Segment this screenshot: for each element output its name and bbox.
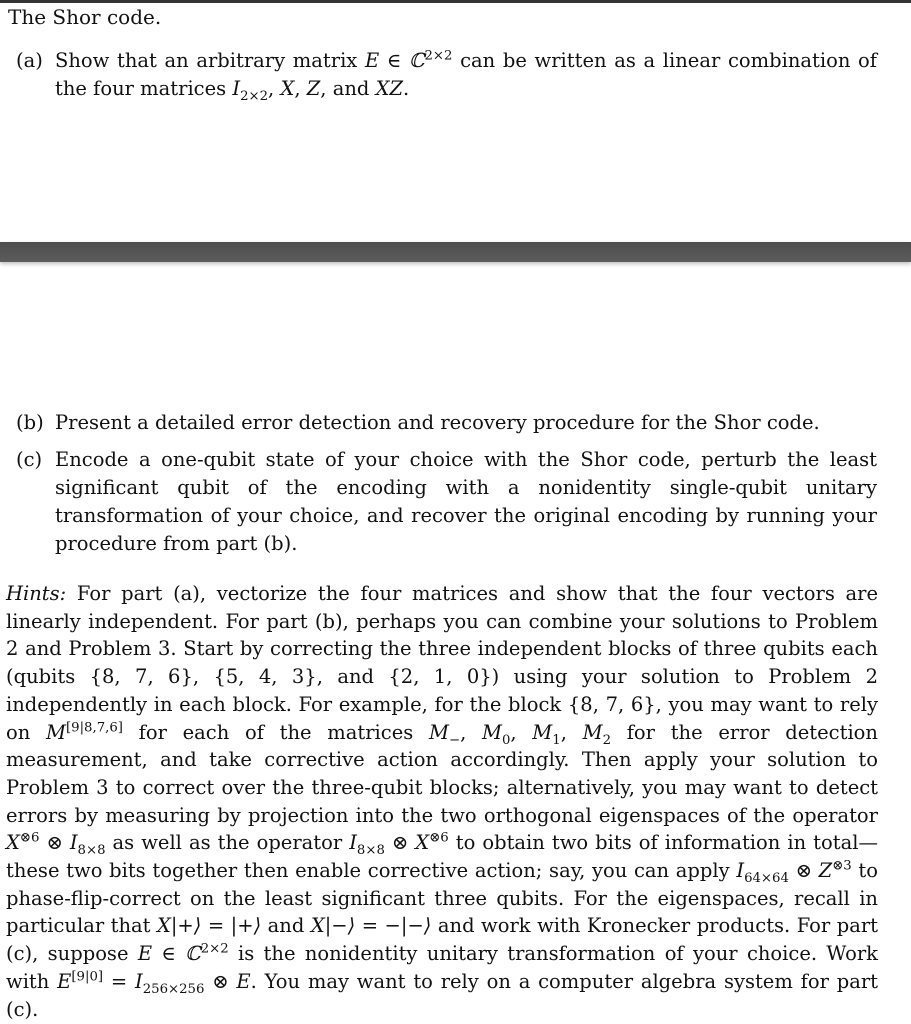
part-b-label: (b): [16, 411, 44, 434]
part-c-text: Encode a one-qubit state of your choice with the Shor code, perturb the least significant qubit of the encoding with a nonidentity single-qubit unitary transformation of your choice, and recover the original encoding by running your procedure from part (b).: [55, 448, 877, 555]
part-a-label: (a): [16, 49, 43, 72]
part-a-text: Show that an arbitrary matrix E ∈ ℂ$^{2\times 2}$ can be written as a linear combination of the four matrices $I_{2\times 2}$, X, Z, and XZ.: [55, 48, 877, 104]
section-divider-bar: [0, 242, 911, 262]
hints-label: Hints:: [6, 582, 67, 605]
part-b-text: Present a detailed error detection and recovery procedure for the Shor code.: [55, 411, 820, 434]
part-c-label: (c): [16, 448, 43, 471]
top-border: [0, 0, 911, 3]
page-title: The Shor code.: [8, 5, 162, 29]
hints-paragraph: Hints: For part (a), vectorize the four matrices and show that the four vectors are linearly independent. For part (b), perhaps you can combine your solutions to Problem 2 and Problem 3. Start by correcting the three independent blocks of three qubits each (qubits {8, 7, 6}, {5, 4, 3}, and {2, 1, 0}) using your solution to Problem 2 independently in each block. For example, for the block {8, 7, 6}, you may want to rely on M[9|8,7,6] for each of the matrices $M_-$, $M_0$, $M_1$, $M_2$ for the error detection measurement, and take corrective action accordingly. Then apply your solution to Problem 3 to correct over the three-qubit blocks; alternatively, you may want to detect errors by measuring by projection into the two orthogonal eigenspaces of the operator $X^{\otimes 6}$ ⊗ $I_{8\times 8}$ as well as the operator $I_{8\times 8}$ ⊗ $X^{\otimes 6}$ to obtain two bits of information in total—these two bits together then enable corrective action; say, you can apply $I_{64\times 64}$ ⊗ $Z^{\otimes 3}$ to phase-flip-correct on the least significant three qubits. For the eigenspaces, recall in particular that X|+⟩ = |+⟩ and X|−⟩ = −|−⟩ and work with Kronecker products. For part (c), suppose E ∈ ℂ$^{2\times 2}$ is the nonidentity unitary transformation of your choice. Work with $E[9|0] = I_{256\times 256}$ ⊗ E. You may want to rely on a computer algebra system for part (c).: [6, 582, 879, 1021]
